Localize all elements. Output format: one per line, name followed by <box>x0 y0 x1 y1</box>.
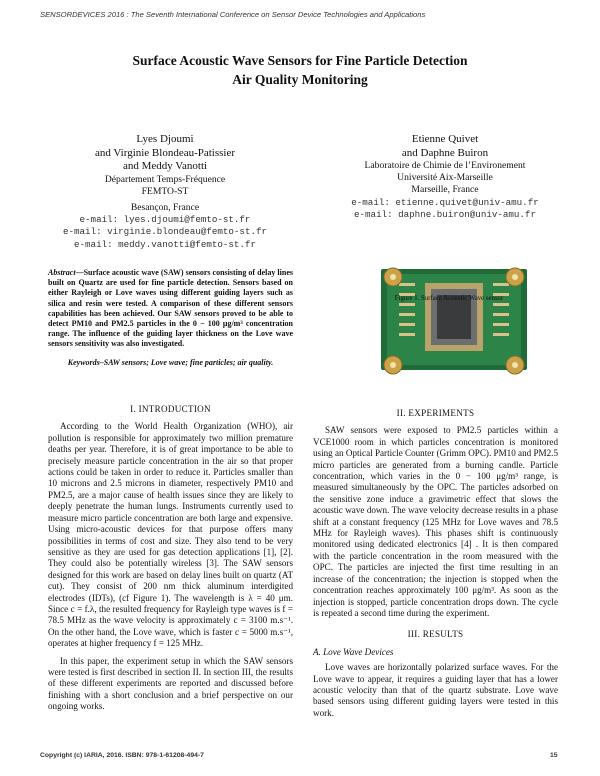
title-line-2: Air Quality Monitoring <box>232 72 368 87</box>
author-name: and Daphne Buiron <box>401 146 489 159</box>
author-name: and Meddy Vanotti <box>122 160 208 172</box>
email: e-mail: daphne.buiron@univ-amu.fr <box>354 208 536 220</box>
email: e-mail: virginie.blondeau@femto-st.fr <box>63 226 267 238</box>
section-heading-experiments: II. EXPERIMENTS <box>396 408 475 418</box>
abstract-lead: Abstract <box>48 268 76 277</box>
abstract-text: —Surface acoustic wave (SAW) sensors consisting of delay lines built on Quartz are used for fine particle detection. Sensors based on either Rayleigh or Love waves using different guiding layers such as silica and resin were tested. A comparison of these different sensors capabilities has been achieved. Our SAW sensors proved to be able to detect PM10 and PM2.5 particles in the 0 − 100 μg/m³ concentration range. The influence of the guiding layer thickness on the Love wave sensors sensitivity was also investigated. <box>48 268 293 349</box>
section-heading-introduction: I. INTRODUCTION <box>130 404 211 415</box>
author-name: and Virginie Blondeau-Patissier <box>94 146 236 159</box>
figure-caption: Figure 1. Surface Acoustic Wave sensor <box>394 295 504 302</box>
affiliation: Université Aix-Marseille <box>397 172 493 184</box>
email: e-mail: lyes.djoumi@femto-st.fr <box>79 214 251 226</box>
saw-sensor-photo <box>379 265 529 378</box>
right-column <box>313 408 558 719</box>
location: Besançon, France <box>130 201 200 213</box>
paragraph: In this paper, the experiment setup in which the SAW sensors were tested is first described in section II. In section III, the results of these different experiments are reported and discussed before finishing with a short conclusion and a brief perspective on our ongoing works. <box>48 655 293 712</box>
subsection-heading: A. Love Wave Devices <box>313 646 394 657</box>
paragraph: Love waves are horizontally polarized surface waves. For the Love wave to appear, it requires a guiding layer that has a lower acoustic velocity than that of the quartz substrate. Love wave based sensors using different guiding layers were tested in this work. <box>313 662 558 718</box>
abstract <box>48 268 293 350</box>
title-line-1: Surface Acoustic Wave Sensors for Fine Particle Detection <box>132 53 468 68</box>
affiliation: Département Temps-Fréquence <box>104 173 226 185</box>
affiliation: FEMTO-ST <box>141 185 189 197</box>
conference-header: SENSORDEVICES 2016 : The Seventh International Conference on Sensor Device Technologies and Applications <box>40 10 426 19</box>
section-heading-results: III. RESULTS <box>407 629 464 640</box>
footer-copyright: Copyright (c) IARIA, 2016. ISBN: 978-1-61208-494-7 <box>40 752 204 759</box>
email: e-mail: etienne.quivet@univ-amu.fr <box>351 196 539 208</box>
authors-right <box>315 133 575 221</box>
author-name: Lyes Djoumi <box>136 133 194 145</box>
paragraph: SAW sensors were exposed to PM2.5 particles within a VCE1000 room in which particles concentration is monitored using an Optical Particle Counter (Grimm OPC). PM10 and PM2.5 micro particles are generated from a burning candle. Particle concentration, which varies in the 0 − 100 μg/m³ range, is measured simultaneously by the OPC. The particles adsorbed on the sensitive zone induce a gravimetric effect that slows the acoustic wave down. The wave velocity decrease results in a phase shift at a constant frequency (125 MHz for Love waves and 78.5 MHz for Rayleigh waves). This phases shift is continuously monitored using dedicated electronics [4] . It is then compared with the particle concentration in the room measured with the OPC. The particles are injected the first time resulting in an increase of the concentration; the injection is stopped when the concentration reaches approximately 100 μg/m³. As soon as the injection is stopped, particle concentration drops down. The cycle is repeated a second time during the experiment. <box>313 425 558 618</box>
keywords: Keywords–SAW sensors; Love wave; fine particles; air quality. <box>67 357 274 367</box>
paper-title <box>0 51 600 89</box>
author-name: Etienne Quivet <box>411 133 479 145</box>
page-number: 15 <box>550 752 558 759</box>
location: Marseille, France <box>411 184 479 196</box>
paragraph: According to the World Health Organization (WHO), air pollution is responsible for approximately two million premature deaths per year. Therefore, it is of great importance to be able to precisely measure particle concentration in the air so that proper actions could be taken in order to reduce it. Particles smaller than 10 microns and 2.5 microns in diameter, respectively PM10 and PM2.5, are a major cause of health issues since they are likely to deeply penetrate the human lungs. Instruments currently used to measure micro particle concentration are both large and expensive. Using micro-acoustic devices for that purpose offers many possibilities in terms of cost and size. They also tend to be very sensitive as they are used for gas detection applications [1], [2]. They could also be potentially wireless [3]. The SAW sensors designed for this work are based on delay lines built on quartz (AT cut). They consist of 200 nm thick aluminum interdigited electrodes (IDTs), (cf Figure 1). The wavelength is λ = 40 μm. Since c = f.λ, the resulted frequency for Rayleigh type waves is f = 78.5 MHz as the wave velocity is approximately c = 3100 m.s⁻¹. On the other hand, the Love wave, which is faster c = 5000 m.s⁻¹, operates at higher frequency f = 125 MHz. <box>48 421 293 649</box>
authors-left <box>40 133 290 251</box>
affiliation: Laboratoire de Chimie de l’Environement <box>364 160 526 171</box>
left-column <box>48 268 293 713</box>
email: e-mail: meddy.vanotti@femto-st.fr <box>74 238 256 250</box>
